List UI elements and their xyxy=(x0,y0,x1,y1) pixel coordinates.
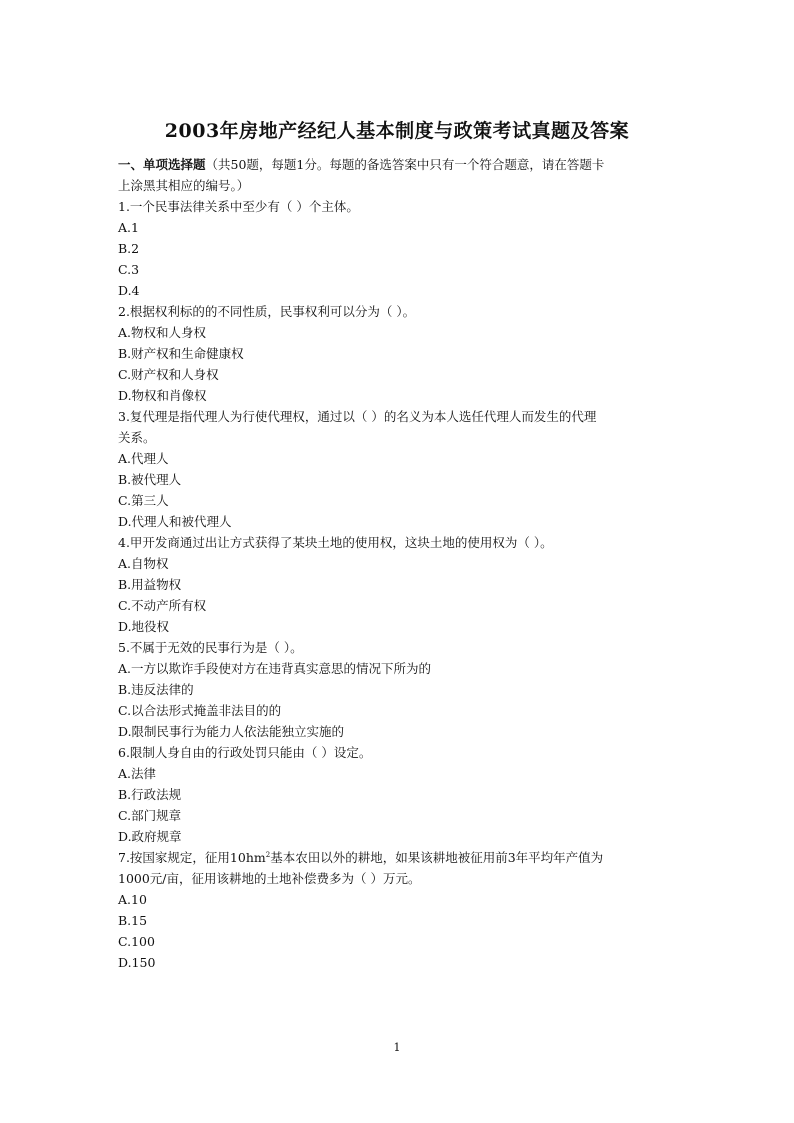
question-3-stem-cont: 关系。 xyxy=(118,430,156,445)
question-1-stem: 1.一个民事法律关系中至少有（ ）个主体。 xyxy=(118,199,359,214)
question-5-option-d: D.限制民事行为能力人依法能独立实施的 xyxy=(118,724,345,739)
section-intro xyxy=(118,155,678,176)
question-7-stem xyxy=(118,847,678,868)
question-1-option-a: A.1 xyxy=(118,220,139,235)
question-5-option-b: B.违反法律的 xyxy=(118,682,194,697)
question-7-option-a: A.10 xyxy=(118,892,147,907)
question-3-option-a: A.代理人 xyxy=(118,451,169,466)
question-2-option-c: C.财产权和人身权 xyxy=(118,367,219,382)
question-6-option-b: B.行政法规 xyxy=(118,787,182,802)
question-7-option-d: D.150 xyxy=(118,955,156,970)
question-4-stem: 4.甲开发商通过出让方式获得了某块土地的使用权，这块土地的使用权为（ ）。 xyxy=(118,535,553,550)
question-3-option-b: B.被代理人 xyxy=(118,472,182,487)
question-3-stem: 3.复代理是指代理人为行使代理权，通过以（ ）的名义为本人选任代理人而发生的代理 xyxy=(118,409,597,424)
superscript-2: 2 xyxy=(265,850,271,859)
question-3-option-d: D.代理人和被代理人 xyxy=(118,514,232,529)
question-1-option-c: C.3 xyxy=(118,262,140,277)
section-desc-2: 上涂黑其相应的编号。） xyxy=(118,177,250,193)
question-7-option-c: C.100 xyxy=(118,934,155,949)
question-2-stem: 2.根据权利标的的不同性质，民事权利可以分为（ ）。 xyxy=(118,304,416,319)
document-title: 2003年房地产经纪人基本制度与政策考试真题及答案 xyxy=(164,120,630,142)
question-2-option-b: B.财产权和生命健康权 xyxy=(118,346,244,361)
question-3-option-c: C.第三人 xyxy=(118,493,169,508)
section-desc-1: （共50题，每题1分。每题的备选答案中只有一个符合题意，请在答题卡 xyxy=(205,157,605,172)
question-5-option-a: A.一方以欺诈手段使对方在违背真实意思的情况下所为的 xyxy=(118,661,432,676)
question-7-option-b: B.15 xyxy=(118,913,148,928)
section-label: 一、单项选择题 xyxy=(118,157,206,172)
question-7-stem-part-a: 7.按国家规定，征用10hm xyxy=(118,850,266,865)
page-number: 1 xyxy=(393,1041,401,1054)
question-7-stem-cont: 1000元/亩，征用该耕地的土地补偿费多为（ ）万元。 xyxy=(118,871,421,886)
question-6-option-a: A.法律 xyxy=(118,766,157,781)
question-4-option-c: C.不动产所有权 xyxy=(118,598,207,613)
question-4-option-a: A.自物权 xyxy=(118,556,169,571)
question-6-option-c: C.部门规章 xyxy=(118,808,182,823)
question-2-option-a: A.物权和人身权 xyxy=(118,325,207,340)
question-4-option-b: B.用益物权 xyxy=(118,577,182,592)
question-6-stem: 6.限制人身自由的行政处罚只能由（ ）设定。 xyxy=(118,745,372,760)
question-1-option-d: D.4 xyxy=(118,283,140,298)
question-2-option-d: D.物权和肖像权 xyxy=(118,388,207,403)
question-1-option-b: B.2 xyxy=(118,241,140,256)
question-5-stem: 5.不属于无效的民事行为是（ ）。 xyxy=(118,640,303,655)
question-7-stem-part-b: 基本农田以外的耕地，如果该耕地被征用前3年平均年产值为 xyxy=(270,850,604,865)
question-4-option-d: D.地役权 xyxy=(118,619,170,634)
question-6-option-d: D.政府规章 xyxy=(118,829,182,844)
question-5-option-c: C.以合法形式掩盖非法目的的 xyxy=(118,703,282,718)
document-body xyxy=(118,155,678,973)
